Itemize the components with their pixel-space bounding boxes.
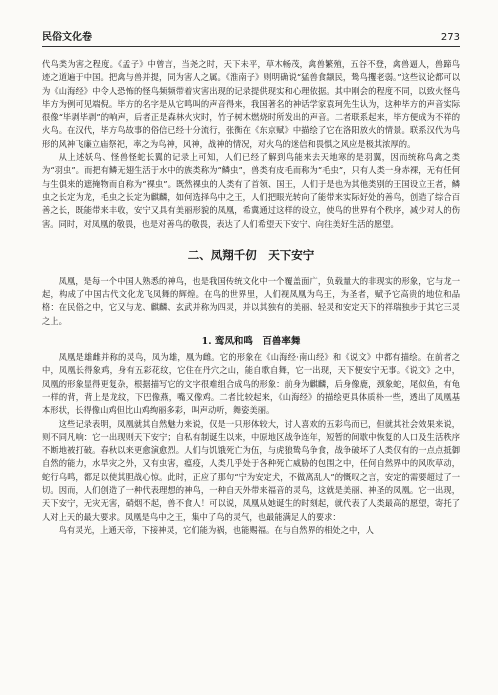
page-header <box>42 26 460 47</box>
section-paragraph-2: 这些记录表明，凤凰就其自然魅力来说，仅是一只形体较大，讨人喜欢的五彩鸟而已，但就其社会效果来说，则不同凡响：它一出现则天下安宁；自私有制诞生以来，中原地区战争连年，短暂的间歇中恢复的人口及生活秩序不断地被打破。春秋以来更愈演愈烈。人们与饥饿死亡为伍，与虎狼鸷鸟争食，战争破坏了人类仅有的一点点抵御自然的能力，水旱灾之外，又有虫害，瘟疫，人类几乎处于各种死亡威胁的包围之中，任何自然界中的风吹草动，蛇行乌鸣，都足以使其胆战心惊。此时，正应了那句“宁为安定犬，不做离乱人”的慨叹之言，安定的需要超过了一切。因而，人们创造了一种代表理想的神鸟，一种自天外带来福音的灵鸟，这就是美丽、神圣的凤凰。它一出现，天下安宁，无灾无害，硝烟不起，兽不食人！可以说，凤凰从她诞生的时刻起，就代表了人类最高的愿望，寄托了人对上天的最大要求。凤凰是鸟中之王，集中了鸟的灵气，也最能满足人的要求： <box>42 418 460 522</box>
page-number: 273 <box>440 32 460 43</box>
running-title: 民俗文化卷 <box>42 32 92 43</box>
section-heading: 1. 鸾凤和鸣 百兽率舞 <box>201 336 301 348</box>
section-paragraph-1: 凤凰是雄雌并称的灵鸟，凤为雄，凰为雌。它的形象在《山海经·南山经》和《说文》中都有描绘。在前者之中，凤凰长得象鸡，身有五彩花纹，它住在丹穴之山，能自歌自舞，它一出现，天下便安宁无事。《说文》之中，凤凰的形象显得更复杂，根据描写它的文字很难组合成鸟的形象：前身为麒麟，后身像鹿，颈象蛇，尾似鱼，有龟一样的背，背上是龙纹，下巴像燕，嘴又像鸡。二者比较起来，《山海经》的描绘更具体质朴一些，透出了凤凰基本形状，长得像山鸡但比山鸡绚丽多彩，叫声动听，舞姿美丽。 <box>42 352 460 416</box>
intro-paragraph-2: 从上述妖鸟、怪兽怪蛇长翼的记录上可知，人们已经了解到鸟能来去天地寒的是羽翼，因而统称鸟禽之类为“羽虫”。而把有鳞无翅生活于水中的族类称为“鳞虫”，兽类有皮毛而称为“毛虫”，只有人类一身赤裸，无有任何与生俱来的遮掩物而自称为“裸虫”。既然裸虫的人类有了首领、国王，人们于是也为其他类别的王国设立王者，鳞虫之长定为龙，毛虫之长定为麒麟，如何选择鸟中之王，人们把眼光转向了能带来实际好处的善鸟，创造了综合百善之长，既能带来丰收，安宁又具有美丽形貌的凤凰，希冀通过这样的设立，使鸟的世界有个秩序，减少对人的伤害。同时，对凤凰的敬畏，也是对善鸟的敬畏，表达了人们希望天下安宁、向往美好生活的愿望。 <box>42 152 460 229</box>
intro-paragraph-1: 代鸟类为害之程度。《孟子》中曾言，当尧之时，天下未平，草木畅茂，禽兽繁殖，五谷不登，禽兽逼人，兽蹄鸟迹之道遍于中国。把禽与兽并提，同为害人之属。《淮南子》则明确说“猛兽食颛民，鸷鸟攫老弱。”这些议论都可以为《山海经》中令人恐怖的怪鸟频频带着灾害出现的记录提供现实和心理依据。其中刚会的程度不同，以致火怪鸟毕方为例可见端倪。毕方的名字是从它鸣叫的声音得来，我国著名的神话学家袁珂先生认为，这种毕方的声音实际很像“毕剥毕剥”的响声，后者正是森林火灾时，竹子树木燃烧时所发出的声音。二者联系起来，毕方便成为不祥的火鸟。在汉代，毕方鸟故事的俗信已经十分流行，张衡在《东京赋》中描绘了它在洛阳放火的情景。联系汉代为鸟形的风神飞廉立庙祭祀，率之为鸟神，风神，战神的情况，对火鸟的迷信和畏惧之风应是极其浓厚的。 <box>42 59 460 149</box>
chapter-heading: 二、凤翔千仞 天下安宁 <box>187 247 315 262</box>
page-body <box>42 58 460 537</box>
chapter-paragraph: 凤凰，是每一个中国人熟悉的神鸟，也是我国传统文化中一个覆盖面广，负载量大的非现实的形象，它与龙一起，构成了中国古代文化龙飞凤舞的辉煌。在鸟的世界里，人们视凤凰为鸟王，为圣者，赋予它高贵的地位和品格：在民俗之中，它又与龙、麒麟、玄武并称为四灵，并以其独有的美丽、轻灵和安定天下的祥瑞独步于其它三灵之上。 <box>42 275 460 326</box>
section-paragraph-3: 鸟有灵光，上通天帝，下接神灵，它们能为祸，也能赐福。在与自然界的相处之中，人 <box>58 524 374 535</box>
